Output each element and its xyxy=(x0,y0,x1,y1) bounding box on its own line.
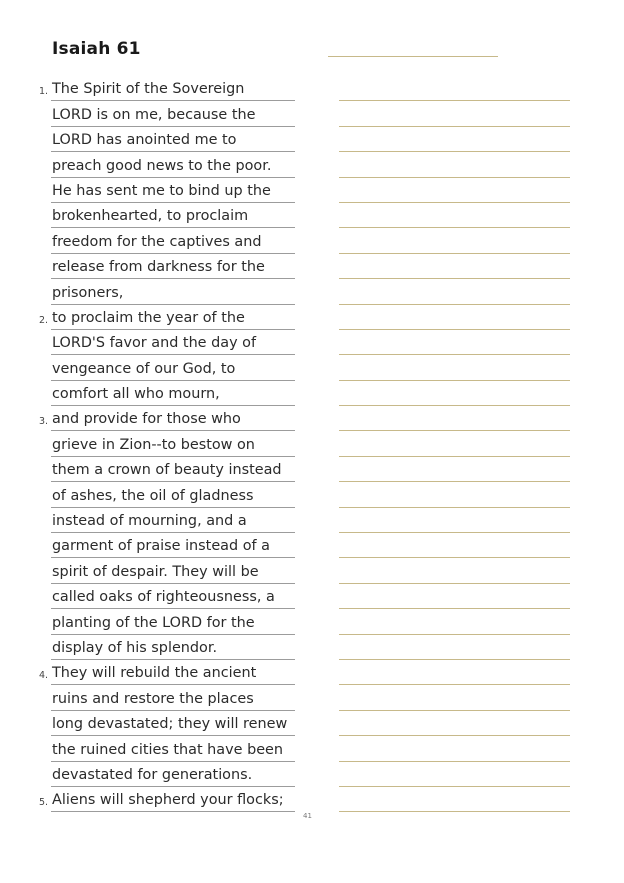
scripture-line-text: vengeance of our God, to xyxy=(52,360,236,377)
scripture-line-text: Aliens will shepherd your flocks; xyxy=(52,792,284,809)
scripture-line xyxy=(51,178,295,203)
writing-line[interactable] xyxy=(339,127,570,152)
writing-line[interactable] xyxy=(339,609,570,634)
handwriting-practice-column xyxy=(339,76,570,812)
scripture-line xyxy=(51,203,295,228)
writing-line[interactable] xyxy=(339,152,570,177)
writing-line[interactable] xyxy=(339,330,570,355)
writing-line[interactable] xyxy=(339,101,570,126)
scripture-line-text: prisoners, xyxy=(52,284,124,301)
scripture-line xyxy=(51,254,295,279)
scripture-line xyxy=(51,431,295,456)
scripture-line-text: spirit of despair. They will be xyxy=(52,563,259,580)
scripture-line xyxy=(51,457,295,482)
scripture-line-text: He has sent me to bind up the xyxy=(52,182,271,199)
scripture-line xyxy=(51,609,295,634)
scripture-line xyxy=(51,635,295,660)
verse-number: 1. xyxy=(39,86,49,98)
page-number: 41 xyxy=(303,812,312,820)
scripture-line xyxy=(51,228,295,253)
writing-line[interactable] xyxy=(339,305,570,330)
writing-line[interactable] xyxy=(339,457,570,482)
writing-line[interactable] xyxy=(339,584,570,609)
scripture-line xyxy=(51,584,295,609)
scripture-line-text: grieve in Zion--to bestow on xyxy=(52,436,255,453)
scripture-line xyxy=(39,76,295,101)
scripture-line xyxy=(39,660,295,685)
scripture-line-text: The Spirit of the Sovereign xyxy=(52,81,245,98)
writing-line[interactable] xyxy=(339,762,570,787)
scripture-line xyxy=(39,406,295,431)
scripture-line-text: release from darkness for the xyxy=(52,259,265,276)
writing-line[interactable] xyxy=(339,381,570,406)
scripture-line xyxy=(39,305,295,330)
scripture-line-text: to proclaim the year of the xyxy=(52,309,245,326)
writing-line[interactable] xyxy=(339,279,570,304)
writing-line[interactable] xyxy=(339,228,570,253)
scripture-line xyxy=(51,533,295,558)
verse-number: 3. xyxy=(39,416,49,428)
scripture-line xyxy=(51,711,295,736)
scripture-line-text: long devastated; they will renew xyxy=(52,716,288,733)
writing-line[interactable] xyxy=(339,711,570,736)
writing-line[interactable] xyxy=(339,76,570,101)
scripture-line-text: called oaks of righteousness, a xyxy=(52,589,275,606)
scripture-line-text: LORD is on me, because the xyxy=(52,106,256,123)
writing-line[interactable] xyxy=(339,736,570,761)
scripture-line-text: ruins and restore the places xyxy=(52,690,254,707)
scripture-line xyxy=(51,127,295,152)
scripture-line-text: devastated for generations. xyxy=(52,766,253,783)
writing-line[interactable] xyxy=(339,635,570,660)
scripture-line xyxy=(51,279,295,304)
scripture-line xyxy=(51,558,295,583)
scripture-text-column xyxy=(39,76,295,812)
verse-number: 5. xyxy=(39,797,49,809)
scripture-line-text: planting of the LORD for the xyxy=(52,614,255,631)
writing-line[interactable] xyxy=(339,660,570,685)
writing-line[interactable] xyxy=(339,203,570,228)
scripture-line xyxy=(51,381,295,406)
writing-line[interactable] xyxy=(339,406,570,431)
scripture-line xyxy=(51,482,295,507)
scripture-line xyxy=(39,787,295,812)
scripture-line xyxy=(51,330,295,355)
scripture-line-text: instead of mourning, and a xyxy=(52,513,247,530)
page-title: Isaiah 61 xyxy=(52,39,141,59)
name-writing-line[interactable] xyxy=(328,56,498,57)
scripture-line-text: freedom for the captives and xyxy=(52,233,262,250)
writing-line[interactable] xyxy=(339,787,570,812)
scripture-line-text: LORD has anointed me to xyxy=(52,132,237,149)
scripture-line xyxy=(51,762,295,787)
scripture-line xyxy=(51,685,295,710)
scripture-line xyxy=(51,355,295,380)
scripture-line-text: LORD'S favor and the day of xyxy=(52,335,257,352)
scripture-line-text: brokenhearted, to proclaim xyxy=(52,208,249,225)
writing-line[interactable] xyxy=(339,482,570,507)
scripture-line xyxy=(51,736,295,761)
scripture-line xyxy=(51,101,295,126)
writing-line[interactable] xyxy=(339,558,570,583)
scripture-line xyxy=(51,508,295,533)
scripture-line-text: display of his splendor. xyxy=(52,639,218,656)
scripture-line-text: comfort all who mourn, xyxy=(52,386,220,403)
writing-line[interactable] xyxy=(339,178,570,203)
scripture-line-text: preach good news to the poor. xyxy=(52,157,272,174)
writing-line[interactable] xyxy=(339,254,570,279)
scripture-line-text: They will rebuild the ancient xyxy=(52,665,257,682)
scripture-line-text: and provide for those who xyxy=(52,411,241,428)
scripture-line xyxy=(51,152,295,177)
scripture-line-text: them a crown of beauty instead xyxy=(52,462,282,479)
writing-line[interactable] xyxy=(339,508,570,533)
scripture-line-text: of ashes, the oil of gladness xyxy=(52,487,254,504)
scripture-line-text: the ruined cities that have been xyxy=(52,741,284,758)
writing-line[interactable] xyxy=(339,355,570,380)
scripture-line-text: garment of praise instead of a xyxy=(52,538,270,555)
verse-number: 2. xyxy=(39,314,49,326)
writing-line[interactable] xyxy=(339,685,570,710)
writing-line[interactable] xyxy=(339,431,570,456)
writing-line[interactable] xyxy=(339,533,570,558)
verse-number: 4. xyxy=(39,670,49,682)
